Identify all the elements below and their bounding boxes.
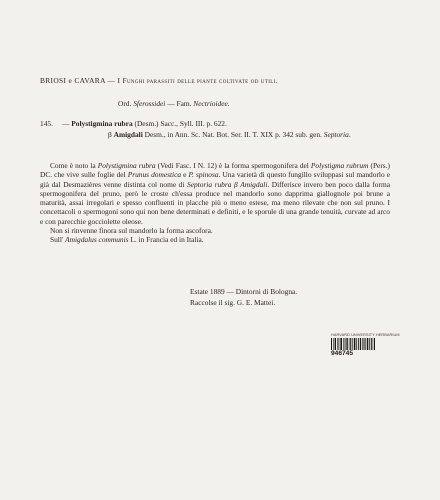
- barcode: [331, 338, 375, 350]
- host-name: Amigdalus communis: [65, 235, 129, 245]
- ascophore-note: Non si rinvenne finora sul mandorlo la forma ascofora.: [50, 226, 213, 236]
- variety-citation: Desm., in Ann. Sc. Nat. Bot. Ser. II. T. XIX p. 342 sub. gen.: [142, 130, 324, 139]
- variety-prefix: β: [108, 130, 114, 139]
- species-name: Polystigmina rubra: [71, 119, 133, 128]
- species-entry: [40, 119, 227, 128]
- description-run: . Una varietà di questo fungillo sviluppasi sul mandorlo e già dal Desmazières venne distinta col nome di: [40, 170, 391, 189]
- description-run: (Vedi Fasc. I N. 12) è la forma spermogonifera del: [155, 161, 311, 170]
- distribution-rest: L. in Francia ed in Italia.: [128, 235, 204, 245]
- order-name: Sferossidei: [133, 99, 166, 108]
- taxon-name: Polystigma rubrum: [310, 161, 369, 170]
- family-name: Nectrioidee.: [193, 99, 230, 108]
- order-prefix: Ord.: [118, 99, 134, 108]
- description-run: e: [181, 170, 189, 180]
- variety-end: .: [348, 130, 351, 139]
- header-dash: —: [105, 76, 118, 85]
- series-header: [40, 76, 278, 85]
- distribution-prefix: Sull': [50, 235, 66, 245]
- taxonomy-line: [118, 99, 230, 108]
- family-prefix: — Fam.: [165, 99, 194, 108]
- taxon-name: Prunus domestica: [127, 170, 182, 180]
- entry-number: 145.: [40, 119, 53, 128]
- species-citation: (Desm.) Sacc., Syll. III. p. 622.: [132, 119, 227, 128]
- description-text: [40, 161, 390, 245]
- description-run: (Pers.) DC. che vive sulle foglie del: [40, 161, 390, 180]
- collection-date-place: Estate 1889 — Dintorni di Bologna.: [190, 287, 298, 296]
- header-authors: BRIOSI e CAVARA: [40, 76, 106, 85]
- herbarium-label: HARVARD UNIVERSITY HERBARIUM: [331, 333, 400, 337]
- taxon-name: Septoria rubra β Amigdali: [187, 179, 268, 189]
- barcode-label-block: [331, 333, 400, 357]
- taxon-name: Polystigmina rubra: [97, 161, 156, 170]
- header-title: I Funghi parassiti delle piante coltivate od utili.: [117, 76, 278, 85]
- collection-info: [190, 286, 297, 308]
- description-paragraph: [40, 161, 390, 226]
- description-run: . Differisce invero ben poco dalla forma spermogonifera del pruno, però le croste ch'essa produce nel mandorlo sono dapprima giallognole poi brune a maturità, assai irregolari e spesso confluenti in placche più o meno estese, ma meno rilevate che non sul pruno. I concettacoli o spermogoni sono qui non bene determinati e definiti, e le sporule di una grande tenuità, curvate ad arco e con parecchie gocciolette oleose.: [40, 179, 390, 226]
- entry-dash: —: [62, 119, 72, 128]
- variety-entry: [108, 130, 368, 140]
- variety-name: Amigdali: [113, 130, 143, 139]
- distribution-note: [40, 235, 390, 244]
- collector: Raccolse il sig. G. E. Mattei.: [190, 298, 276, 307]
- barcode-number: 946745: [331, 350, 354, 357]
- taxon-name: P. spinosa: [188, 170, 219, 180]
- description-run: Come è noto la: [50, 161, 98, 170]
- variety-genus: Septoria: [323, 130, 349, 139]
